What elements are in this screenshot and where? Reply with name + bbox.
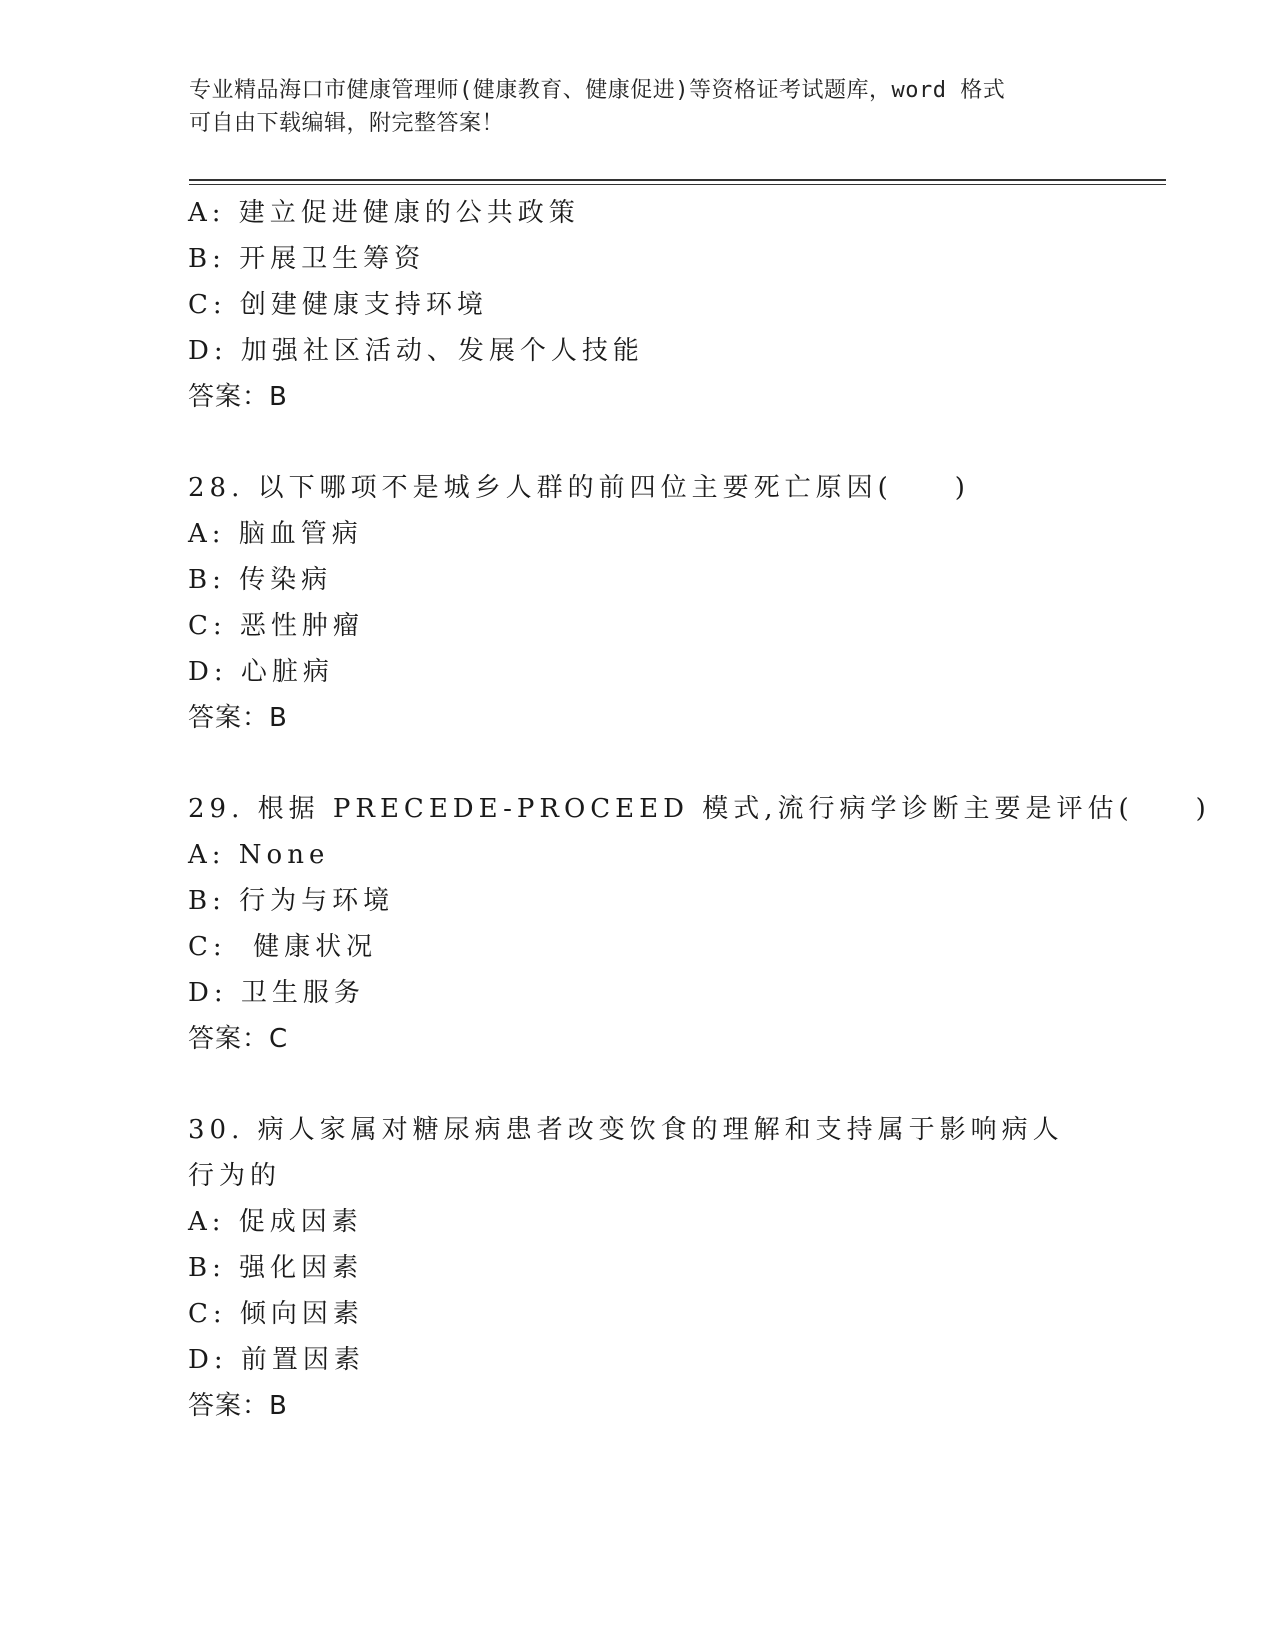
option-d: D: 前置因素 (188, 1345, 365, 1375)
option-d: D: 卫生服务 (188, 978, 365, 1008)
option-b: B: 行为与环境 (188, 886, 395, 916)
header-divider-thick (189, 179, 1166, 181)
question-stem: 29. 根据 PRECEDE-PROCEED 模式,流行病学诊断主要是评估( ) (188, 794, 1211, 824)
option-c: C: 创建健康支持环境 (188, 290, 488, 320)
option-d: D: 加强社区活动、发展个人技能 (188, 336, 644, 366)
option-b: B: 传染病 (188, 565, 333, 595)
question-block-27 (188, 190, 1088, 420)
option-c: C: 健康状况 (188, 932, 378, 962)
option-c: C: 恶性肿瘤 (188, 611, 364, 641)
answer-line: 答案：B (188, 1391, 288, 1421)
page-header (189, 74, 1089, 140)
header-line-2: 可自由下载编辑，附完整答案！ (189, 111, 505, 136)
answer-line: 答案：C (188, 1024, 289, 1054)
question-block-29 (188, 786, 1211, 1062)
option-b: B: 强化因素 (188, 1253, 364, 1283)
question-stem: 30. 病人家属对糖尿病患者改变饮食的理解和支持属于影响病人行为的 (188, 1115, 1064, 1191)
option-a: A: 脑血管病 (188, 519, 363, 549)
header-divider-thin (189, 184, 1166, 185)
option-a: A: None (188, 840, 330, 870)
answer-line: 答案：B (188, 703, 288, 733)
option-d: D: 心脏病 (188, 657, 334, 687)
question-list (188, 190, 1211, 1429)
question-stem: 28. 以下哪项不是城乡人群的前四位主要死亡原因( ) (188, 473, 970, 503)
option-a: A: 建立促进健康的公共政策 (188, 198, 580, 228)
option-a: A: 促成因素 (188, 1207, 363, 1237)
option-b: B: 开展卫生筹资 (188, 244, 426, 274)
header-line-1: 专业精品海口市健康管理师(健康教育、健康促进)等资格证考试题库，word 格式 (189, 78, 1006, 103)
question-block-28 (188, 465, 1088, 741)
answer-line: 答案：B (188, 382, 288, 412)
option-c: C: 倾向因素 (188, 1299, 364, 1329)
question-block-30 (188, 1107, 1088, 1429)
